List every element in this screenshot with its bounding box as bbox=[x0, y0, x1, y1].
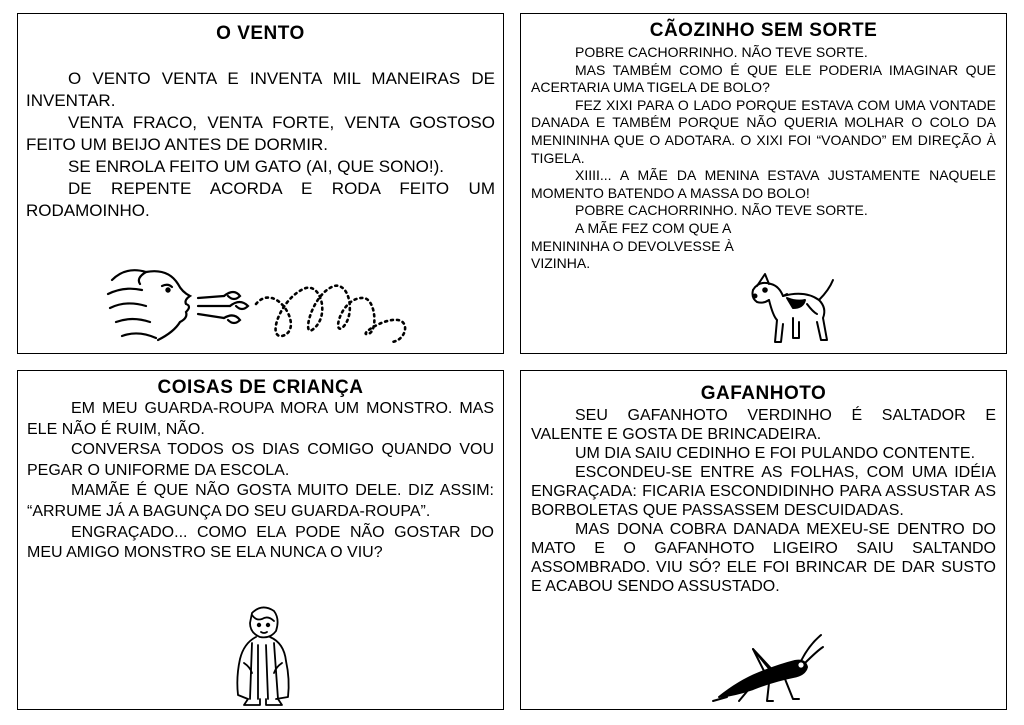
story-title: COISAS DE CRIANÇA bbox=[157, 377, 364, 398]
story-card-coisas-de-crianca bbox=[17, 370, 504, 710]
story-paragraph: UM DIA SAIU CEDINHO E FOI PULANDO CONTENTE. bbox=[575, 445, 976, 462]
story-card-gafanhoto bbox=[520, 370, 1007, 710]
story-paragraph: EM MEU GUARDA-ROUPA MORA UM MONSTRO. MAS ELE NÃO É RUIM, NÃO. bbox=[27, 400, 494, 438]
story-paragraph: CONVERSA TODOS OS DIAS COMIGO QUANDO VOU PEGAR O UNIFORME DA ESCOLA. bbox=[27, 441, 494, 479]
story-title: O VENTO bbox=[216, 23, 305, 44]
story-paragraph: MAS DONA COBRA DANADA MEXEU-SE DENTRO DO MATO E O GAFANHOTO LIGEIRO SAIU SALTANDO ASSOMBRADO. VIU SÓ? ELE FOI BRINCAR DE DAR SUSTO E ACABOU SENDO ASSUSTADO. bbox=[531, 521, 996, 595]
story-paragraph: XIIII... A MÃE DA MENINA ESTAVA JUSTAMENTE NAQUELE MOMENTO BATENDO A MASSA DO BOLO! bbox=[531, 167, 996, 201]
story-paragraph: POBRE CACHORRINHO. NÃO TEVE SORTE. bbox=[575, 202, 868, 219]
story-paragraph: DE REPENTE ACORDA E RODA FEITO UM RODAMOINHO. bbox=[26, 179, 495, 220]
child-icon bbox=[230, 603, 296, 707]
story-paragraph: FEZ XIXI PARA O LADO PORQUE ESTAVA COM UMA VONTADE DANADA E TAMBÉM PORQUE NÃO QUERIA MOLHAR O COLO DA MENININHA QUE O ADOTARA. O XIXI FOI “VOANDO” EM DIREÇÃO À TIGELA. bbox=[531, 96, 996, 166]
wind-face-blowing-icon bbox=[106, 260, 416, 346]
story-title: CÃOZINHO SEM SORTE bbox=[649, 20, 878, 41]
story-paragraph: MAMÃE É QUE NÃO GOSTA MUITO DELE. DIZ ASSIM: “ARRUME JÁ A BAGUNÇA DO SEU GUARDA-ROUPA”. bbox=[27, 482, 494, 520]
story-paragraph: SEU GAFANHOTO VERDINHO É SALTADOR E VALENTE E GOSTA DE BRINCADEIRA. bbox=[531, 407, 996, 443]
story-card-o-vento bbox=[17, 13, 504, 354]
puppy-icon bbox=[747, 268, 837, 350]
story-paragraph: O VENTO VENTA E INVENTA MIL MANEIRAS DE INVENTAR. bbox=[26, 69, 495, 110]
story-title: GAFANHOTO bbox=[700, 383, 827, 404]
story-card-caozinho-sem-sorte bbox=[520, 13, 1007, 354]
story-paragraph: MAS TAMBÉM COMO É QUE ELE PODERIA IMAGINAR QUE ACERTARIA UMA TIGELA DE BOLO? bbox=[531, 61, 996, 96]
story-paragraph: VENTA FRACO, VENTA FORTE, VENTA GOSTOSO FEITO UM BEIJO ANTES DE DORMIR. bbox=[26, 113, 495, 154]
story-paragraph: SE ENROLA FEITO UM GATO (AI, QUE SONO!). bbox=[68, 157, 444, 176]
story-paragraph: ENGRAÇADO... COMO ELA PODE NÃO GOSTAR DO MEU AMIGO MONSTRO SE ELA NUNCA O VIU? bbox=[27, 523, 494, 562]
story-paragraph: A MÃE FEZ COM QUE A MENININHA O DEVOLVESSE À VIZINHA. bbox=[531, 219, 734, 272]
story-paragraph: POBRE CACHORRINHO. NÃO TEVE SORTE. bbox=[575, 44, 868, 60]
story-paragraph: ESCONDEU-SE ENTRE AS FOLHAS, COM UMA IDÉIA ENGRAÇADA: FICARIA ESCONDIDINHO PARA ASSUSTAR AS BORBOLETAS QUE PASSASSEM DESCUIDADAS. bbox=[531, 464, 996, 519]
grasshopper-icon bbox=[709, 631, 825, 703]
